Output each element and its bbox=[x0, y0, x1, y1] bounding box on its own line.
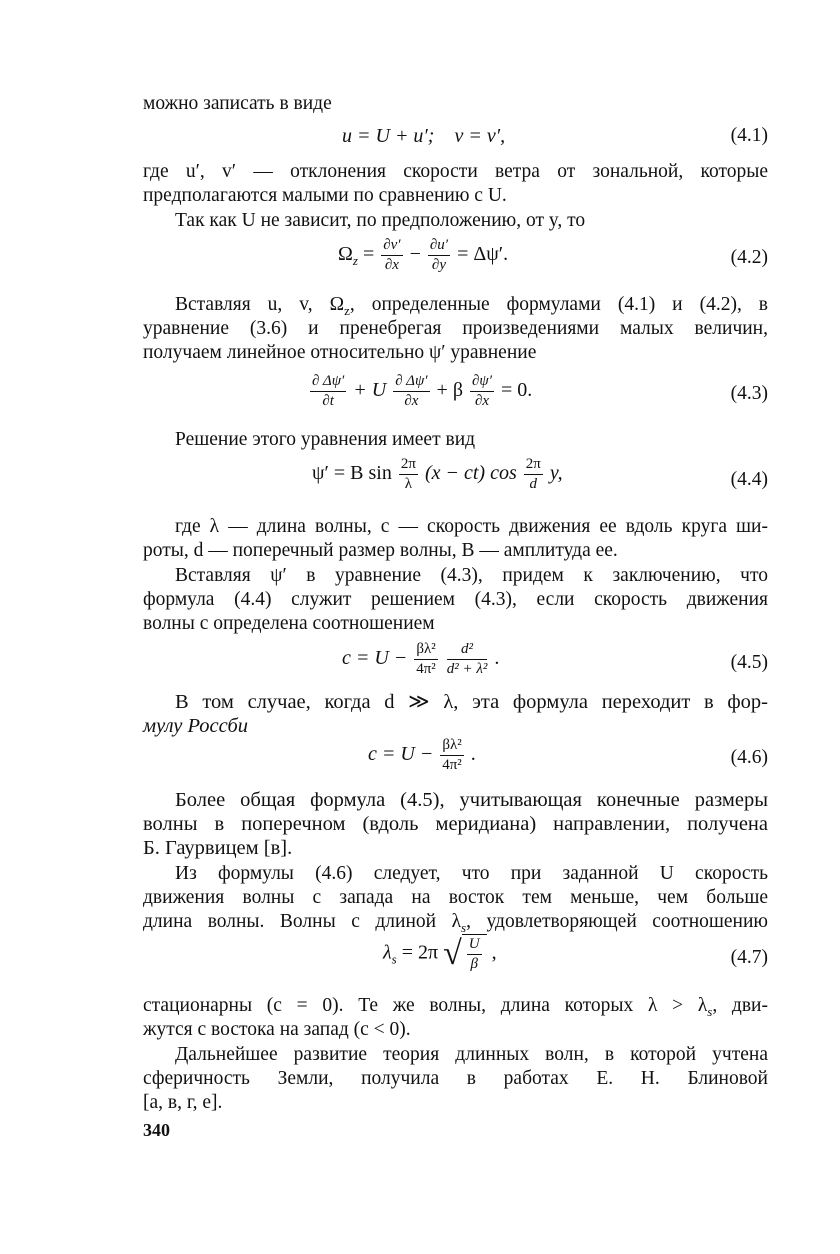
page-number: 340 bbox=[143, 1120, 170, 1140]
equation-number: (4.5) bbox=[730, 652, 768, 673]
text-line: можно записать в виде bbox=[143, 93, 332, 114]
text-line: роты, d — поперечный размер волны, B — амплитуда ее. bbox=[143, 540, 618, 561]
equation-number: (4.1) bbox=[730, 125, 768, 146]
text-line: мулу Россби bbox=[143, 715, 249, 737]
equation-number: (4.7) bbox=[730, 947, 768, 968]
text-line: Из формулы (4.6) следует, что при заданной U скорость bbox=[175, 863, 768, 884]
text-line: предполагаются малыми по сравнению с U. bbox=[143, 185, 507, 206]
equation-number: (4.4) bbox=[730, 469, 768, 490]
fraction: $\frac{U}{\beta}$ bbox=[468, 936, 480, 972]
text-line: Дальнейшее развитие теория длинных волн, в которой учтена bbox=[175, 1044, 768, 1065]
equals-sign: = bbox=[362, 243, 375, 266]
minus-sign: − bbox=[409, 243, 421, 266]
equation-4-6: c = U − $\frac{\text{βλ²}}{\text{4π²}}$ . bbox=[368, 737, 476, 773]
fraction: $\frac{\text{βλ²}}{\text{4π²}}$ bbox=[442, 737, 462, 773]
text-line: уравнение (3.6) и пренебрегая произведениями малых величин, bbox=[143, 318, 768, 339]
text-line: где λ — длина волны, c — скорость движения ее вдоль круга ши- bbox=[175, 516, 768, 537]
fraction: $\frac{\partial \Delta\psi'}{\partial t}$ bbox=[312, 373, 345, 409]
text-line: В том случае, когда d ≫ λ, эта формула переходит в фор- bbox=[175, 691, 768, 713]
fraction: $\frac{\text{βλ²}}{\text{4π²}}$ bbox=[416, 641, 436, 677]
text-line: сферичность Земли, получила в работах Е. Н. Блиновой bbox=[143, 1068, 768, 1089]
text-line: Вставляя ψ′ в уравнение (4.3), придем к заключению, что bbox=[175, 565, 768, 586]
omega-symbol: Ω bbox=[338, 243, 353, 266]
text-line: жутся с востока на запад (c < 0). bbox=[143, 1019, 411, 1040]
text-line: Так как U не зависит, по предположению, от y, то bbox=[175, 210, 586, 231]
text-line: волны в поперечном (вдоль меридиана) направлении, получена bbox=[143, 813, 768, 835]
text-line: [а, в, г, е]. bbox=[143, 1092, 223, 1113]
equation-number: (4.3) bbox=[730, 383, 768, 404]
fraction: $\frac{\partial v'}{\partial x}$ bbox=[383, 237, 401, 273]
text-line: волны c определена соотношением bbox=[143, 613, 435, 634]
fraction: $\frac{\partial\psi'}{\partial x}$ bbox=[472, 373, 493, 409]
equation-lhs: u = U + u′; bbox=[342, 125, 435, 147]
equation-number: (4.6) bbox=[730, 747, 768, 768]
equation-4-7: $\lambda_s = 2\pi$ √ $\frac{U}{\beta}$ , bbox=[383, 935, 497, 972]
equation-number: (4.2) bbox=[730, 247, 768, 268]
fraction: $\frac{2\pi}{d}$ bbox=[525, 456, 541, 492]
equation-4-1 bbox=[342, 124, 505, 148]
fraction: $\frac{\partial u'}{\partial y}$ bbox=[429, 237, 449, 273]
text-line: длина волны. Волны с длиной $\lambda_s$, удовлетворяющей соотношению bbox=[143, 911, 768, 935]
equation-rhs: = 0. bbox=[501, 379, 533, 402]
text-line: получаем линейное относительно ψ′ уравнение bbox=[143, 342, 537, 363]
fraction: $\frac{2\pi}{\lambda}$ bbox=[400, 456, 416, 492]
text-line: где u′, v′ — отклонения скорости ветра от зональной, которые bbox=[143, 161, 768, 182]
equation-4-3: $\frac{\partial \Delta\psi'}{\partial t}$ + U $\frac{\partial \Delta\psi'}{\partial x}$ + β $\frac{\partial\psi'}{\partial x}$ = 0. bbox=[312, 373, 533, 409]
fraction: $\frac{\text{d²}}{\text{d² + λ²}}$ bbox=[446, 641, 488, 677]
fraction: $\frac{\partial \Delta\psi'}{\partial x}$ bbox=[395, 373, 428, 409]
text-line: Решение этого уравнения имеет вид bbox=[175, 429, 476, 450]
text-line: Вставляя u, v, $\Omega_z$, определенные формулами (4.1) и (4.2), в bbox=[175, 294, 768, 318]
equation-rhs: = Δψ′. bbox=[457, 243, 509, 266]
equation-4-2 bbox=[338, 236, 508, 275]
text-line: формула (4.4) служит решением (4.3), если скорость движения bbox=[143, 589, 768, 610]
text-line: движения волны с запада на восток тем меньше, чем больше bbox=[143, 887, 768, 908]
equation-4-5: c = U − $\frac{\text{βλ²}}{\text{4π²}}$ $\frac{\text{d²}}{\text{d² + λ²}}$ . bbox=[342, 641, 500, 677]
text-line: Б. Гаурвицем [в]. bbox=[143, 837, 293, 859]
text-line: Более общая формула (4.5), учитывающая конечные размеры bbox=[175, 789, 768, 811]
equation-rhs: v = v′, bbox=[454, 125, 506, 147]
subscript: z bbox=[352, 253, 358, 269]
text-line: стационарны (c = 0). Те же волны, длина которых $\lambda > \lambda_s$, дви- bbox=[143, 995, 768, 1019]
equation-4-4: ψ′ = B sin $\frac{2\pi}{\lambda}$ (x − ct) cos $\frac{2\pi}{d}$ y, bbox=[312, 456, 563, 492]
square-root: √ $\frac{U}{\beta}$ bbox=[443, 934, 487, 974]
